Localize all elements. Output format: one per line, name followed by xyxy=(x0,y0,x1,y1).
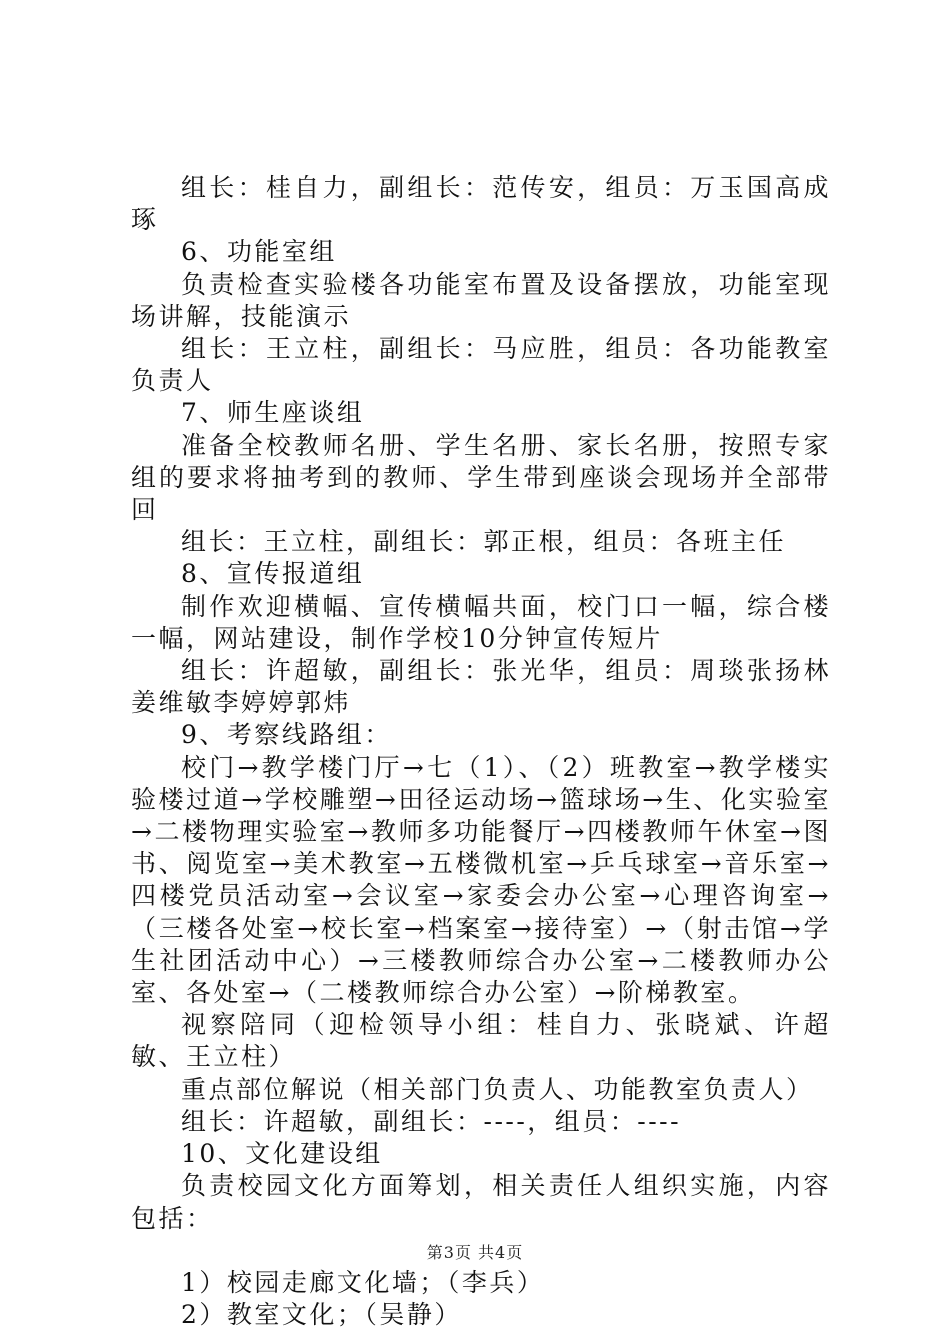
route-paragraph: 校门→教学楼门厅→七（1）、（2）班教室→教学楼实验楼过道→学校雕塑→田径运动场→篮球场→生、化实验室→二楼物理实验室→教师多功能餐厅→四楼教师午休室→图书、阅览室→美术教室→五楼微机室→乒乓球室→音乐室→四楼党员活动室→会议室→家委会办公室→心理咨询室→（三楼各处室→校长室→档案室→接待室）→（射击馆→学生社团活动中心）→三楼教师综合办公室→二楼教师办公室、各处室→（二楼教师综合办公室）→阶梯教室。 xyxy=(131,752,831,1008)
list-item: 2）教室文化；（吴静） xyxy=(181,1299,462,1329)
paragraph: 重点部位解说（相关部门负责人、功能教室负责人） xyxy=(181,1074,814,1104)
paragraph: 负责检查实验楼各功能室布置及设备摆放，功能室现场讲解，技能演示 xyxy=(131,269,831,331)
list-item: 1）校园走廊文化墙；（李兵） xyxy=(181,1267,545,1297)
section-heading: 7、师生座谈组 xyxy=(181,398,365,428)
section-heading: 6、功能室组 xyxy=(181,237,337,267)
document-body xyxy=(131,172,831,1331)
section-heading: 8、宣传报道组 xyxy=(181,559,365,589)
paragraph: 准备全校教师名册、学生名册、家长名册，按照专家组的要求将抽考到的教师、学生带到座谈会现场并全部带回 xyxy=(131,430,831,525)
paragraph: 组长：桂自力，副组长：范传安，组员：万玉国高成琢 xyxy=(131,173,831,235)
section-heading: 10、文化建设组 xyxy=(181,1139,383,1169)
paragraph: 制作欢迎横幅、宣传横幅共面，校门口一幅，综合楼一幅，网站建设，制作学校10分钟宣传短片 xyxy=(131,591,831,653)
section-heading: 9、考察线路组： xyxy=(181,720,392,750)
page-footer: 第3页 共4页 xyxy=(426,1243,524,1262)
paragraph: 视察陪同（迎检领导小组：桂自力、张晓斌、许超敏、王立柱） xyxy=(131,1010,831,1072)
paragraph: 组长：王立柱，副组长：郭正根，组员：各班主任 xyxy=(181,527,787,557)
paragraph: 负责校园文化方面筹划，相关责任人组织实施，内容包括： xyxy=(131,1171,831,1233)
paragraph: 组长：许超敏，副组长：张光华，组员：周琰张扬林姜维敏李婷婷郭炜 xyxy=(131,656,831,718)
paragraph: 组长：王立柱，副组长：马应胜，组员：各功能教室负责人 xyxy=(131,334,831,396)
paragraph: 组长：许超敏，副组长：----，组员：---- xyxy=(181,1106,682,1136)
